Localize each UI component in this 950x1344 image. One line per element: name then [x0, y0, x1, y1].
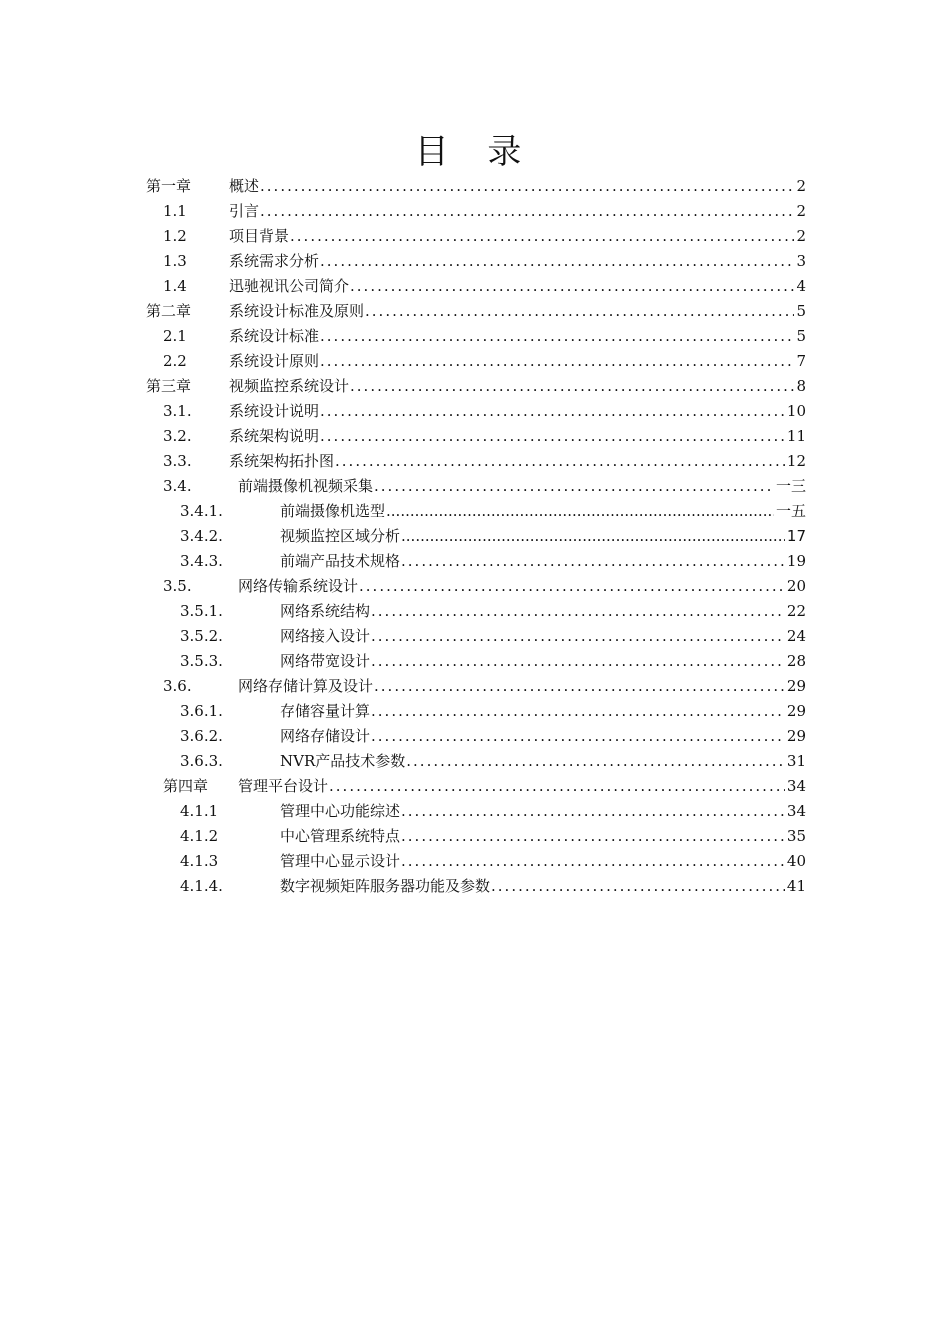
toc-leader-dots: [334, 449, 785, 474]
toc-entry-page: 31: [786, 752, 806, 770]
toc-leader-dots: [259, 199, 794, 224]
toc-entry-page: 35: [786, 827, 806, 845]
toc-entry-title: 引言: [229, 202, 260, 220]
toc-leader-dots: [400, 824, 785, 849]
toc-entry-number: 1.2: [163, 227, 187, 245]
toc-entry-page: 12: [786, 452, 806, 470]
toc-entry-number: 3.4.3.: [180, 552, 223, 570]
toc-leader-dots: [405, 749, 785, 774]
toc-entry-title: 管理平台设计: [238, 777, 329, 795]
toc-entry-number: 4.1.1: [180, 802, 219, 820]
toc-entry-number: 3.4.1.: [180, 502, 223, 520]
toc-entry-number: 3.1.: [163, 402, 192, 420]
toc-leader-dots: [319, 324, 794, 349]
toc-entry-number: 1.3: [163, 252, 187, 270]
toc-entry-title: 前端产品技术规格: [280, 552, 401, 570]
toc-leader-dots: [385, 499, 774, 524]
toc-leader-dots: [370, 599, 785, 624]
toc-entry-page: 24: [786, 627, 806, 645]
toc-leader-dots: [370, 724, 785, 749]
toc-entry-title: NVR产品技术参数: [280, 752, 406, 770]
toc-entry-page: 一五: [775, 502, 806, 520]
toc-entry-number: 3.5.: [163, 577, 192, 595]
toc-entry-title: 系统需求分析: [229, 252, 320, 270]
toc-leader-dots: [364, 299, 794, 324]
toc-entry-page: 22: [786, 602, 806, 620]
toc-entry-title: 系统设计说明: [229, 402, 320, 420]
toc-entry-title: 系统架构说明: [229, 427, 320, 445]
toc-leader-dots: [319, 424, 785, 449]
toc-entry-page: 4: [796, 277, 806, 295]
toc-entry-title: 迅驰视讯公司简介: [229, 277, 350, 295]
toc-entry-title: 存储容量计算: [280, 702, 371, 720]
toc-entry-page: 10: [786, 402, 806, 420]
toc-entry-page: 一三: [775, 477, 806, 495]
toc-entry-number: 2.1: [163, 327, 187, 345]
toc-entry-number: 3.2.: [163, 427, 192, 445]
toc-entry-title: 数字视频矩阵服务器功能及参数: [280, 877, 491, 895]
toc-entry-title: 系统设计标准: [229, 327, 320, 345]
toc-leader-dots: [349, 274, 794, 299]
toc-leader-dots: [490, 874, 785, 899]
toc-entry-page: 8: [796, 377, 806, 395]
toc-entry-page: 3: [796, 252, 806, 270]
toc-entry-number: 3.5.1.: [180, 602, 223, 620]
toc-entry-number: 3.5.2.: [180, 627, 223, 645]
toc-entry-number: 4.1.4.: [180, 877, 223, 895]
toc-leader-dots: [373, 674, 785, 699]
toc-entry-title: 项目背景: [229, 227, 290, 245]
page-title: 目 录: [414, 132, 536, 172]
toc-entry-number: 3.3.: [163, 452, 192, 470]
toc-entry-page: 2: [796, 202, 806, 220]
toc-leader-dots: [328, 774, 785, 799]
toc-entry-number: 第三章: [146, 377, 192, 395]
toc-entry-title: 概述: [229, 177, 260, 195]
toc-entry-page: 28: [786, 652, 806, 670]
toc-leader-dots: [319, 349, 794, 374]
toc-entry-page: 7: [796, 352, 806, 370]
toc-leader-dots: [370, 624, 785, 649]
toc-leader-dots: [400, 549, 785, 574]
toc-leader-dots: [319, 399, 785, 424]
toc-entry-number: 2.2: [163, 352, 187, 370]
toc-entry-page: 2: [796, 227, 806, 245]
toc-entry-number: 第一章: [146, 177, 192, 195]
toc-entry-number: 3.6.1.: [180, 702, 223, 720]
toc-entry-number: 1.4: [163, 277, 187, 295]
toc-entry-number: 3.6.3.: [180, 752, 223, 770]
toc-entry-title: 网络存储设计: [280, 727, 371, 745]
toc-entry-title: 网络系统结构: [280, 602, 371, 620]
toc-entry-title: 视频监控系统设计: [229, 377, 350, 395]
toc-leader-dots: [400, 799, 785, 824]
toc-leader-dots: [400, 849, 785, 874]
toc-entry-page: 41: [786, 877, 806, 895]
toc-entry-title: 网络接入设计: [280, 627, 371, 645]
toc-entry-page: 19: [786, 552, 806, 570]
toc-entry-title: 系统设计原则: [229, 352, 320, 370]
toc-entry-number: 3.6.2.: [180, 727, 223, 745]
toc-entry-title: 视频监控区域分析: [280, 527, 401, 545]
toc-entry-title: 管理中心功能综述: [280, 802, 401, 820]
toc-leader-dots: [319, 249, 794, 274]
toc-entry-title: 系统设计标准及原则: [229, 302, 365, 320]
toc-entry-number: 3.4.: [163, 477, 192, 495]
toc-entry-title: 前端摄像机视频采集: [238, 477, 374, 495]
toc-entry-title: 管理中心显示设计: [280, 852, 401, 870]
toc-entry-title: 系统架构拓扑图: [229, 452, 335, 470]
toc-entry-title: 网络存储计算及设计: [238, 677, 374, 695]
toc-entry-page: 5: [796, 302, 806, 320]
toc-entry-number: 1.1: [163, 202, 187, 220]
toc-entry-number: 3.6.: [163, 677, 192, 695]
toc-entry-number: 第四章: [163, 777, 209, 795]
toc-entry-number: 4.1.3: [180, 852, 219, 870]
toc-entry-title: 中心管理系统特点: [280, 827, 401, 845]
toc-leader-dots: [349, 374, 794, 399]
toc-entry-number: 第二章: [146, 302, 192, 320]
toc-leader-dots: [373, 474, 774, 499]
toc-entry-number: 3.5.3.: [180, 652, 223, 670]
toc-entry-page: 34: [786, 777, 806, 795]
toc-entry-title: 网络带宽设计: [280, 652, 371, 670]
toc-entry-page: 34: [786, 802, 806, 820]
toc-entry-page: 29: [786, 727, 806, 745]
toc-leader-dots: [289, 224, 794, 249]
toc-entry-page: 2: [796, 177, 806, 195]
toc-entry-page: 17: [786, 527, 806, 545]
toc-entry-page: 11: [786, 427, 806, 445]
toc-entry-page: 40: [786, 852, 806, 870]
toc-entry-number: 4.1.2: [180, 827, 219, 845]
toc-leader-dots: [259, 174, 794, 199]
toc-entry-page: 5: [796, 327, 806, 345]
toc-leader-dots: [370, 699, 785, 724]
toc-entry-title: 前端摄像机选型: [280, 502, 386, 520]
toc-entry-page: 20: [786, 577, 806, 595]
toc-leader-dots: [358, 574, 785, 599]
toc-entry-page: 29: [786, 677, 806, 695]
toc-entry-page: 29: [786, 702, 806, 720]
toc-entry-number: 3.4.2.: [180, 527, 223, 545]
toc-leader-dots: [370, 649, 785, 674]
toc-entry-title: 网络传输系统设计: [238, 577, 359, 595]
toc-leader-dots: [400, 524, 785, 549]
